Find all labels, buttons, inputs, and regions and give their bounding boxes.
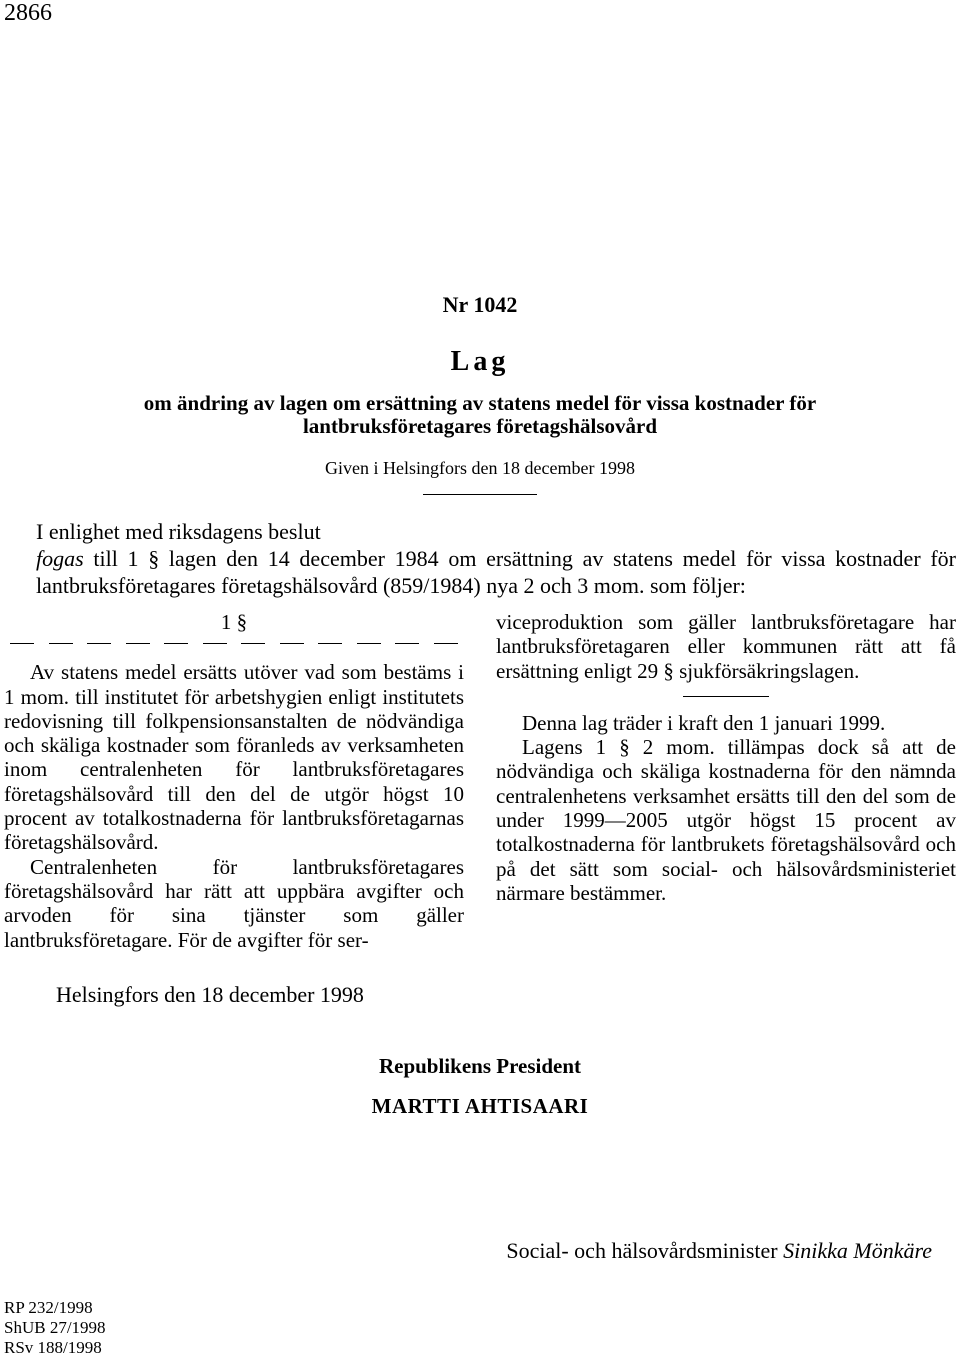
given-date: Given i Helsingfors den 18 december 1998	[325, 458, 635, 478]
minister-title: Social- och hälsovårdsminister	[506, 1238, 784, 1263]
reference-item: ShUB 27/1998	[4, 1318, 106, 1337]
president-name: MARTTI AHTISAARI	[371, 1094, 589, 1118]
transitional-provision: Lagens 1 § 2 mom. tillämpas dock så att de nödvändiga och skäliga kostnaderna för den nämnda centralenhetens verksamhet ersätts till den del som de under 1999—2005 utgör högst 15 procent av totalkostnaderna för lantbrukets företagshälsovård och på det sätt som social- och hälsovårdsministeriet närmare bestämmer.	[496, 735, 956, 905]
reference-item: RP 232/1998	[4, 1298, 93, 1317]
omission-dashes	[4, 634, 464, 650]
preamble-line-1: I enlighet med riksdagens beslut	[36, 519, 321, 544]
preamble-fogas: fogas	[36, 546, 84, 571]
references	[4, 1298, 106, 1358]
page-number: 2866	[4, 0, 52, 26]
signing-place-date: Helsingfors den 18 december 1998	[56, 982, 364, 1007]
statute-number: Nr 1042	[442, 292, 518, 317]
section-paragraph-1: Av statens medel ersätts utöver vad som bestäms i 1 mom. till institutet för arbetshygien enligt institutets redovisning till folkpensionsanstalten de nödvändiga och skäliga kostnader som föranleds av verksamheten inom centralenheten för lantbruksföretagares företagshälsovård till den del de utgör högst 10 procent av totalkostnaderna för lantbruksföretagarnas företagshälsovård.	[4, 660, 464, 855]
section-divider	[683, 696, 769, 697]
section-paragraph-continued: viceproduktion som gäller lantbruksföretagare har lantbruksföretagaren eller kommunen rätt att få ersättning enligt 29 § sjukförsäkringslagen.	[496, 610, 956, 683]
left-column	[4, 610, 464, 952]
preamble	[4, 518, 956, 599]
header-divider	[423, 494, 537, 495]
minister-signature	[506, 1238, 932, 1264]
preamble-text: till 1 § lagen den 14 december 1984 om ersättning av statens medel för vissa kostnader för lantbruksföretagares företagshälsovård (859/1984) nya 2 och 3 mom. som följer:	[36, 546, 956, 598]
law-title	[40, 392, 920, 438]
section-heading: 1 §	[220, 610, 248, 634]
minister-name: Sinikka Mönkäre	[783, 1238, 932, 1263]
document-type-heading: Lag	[450, 346, 510, 377]
entry-into-force: Denna lag träder i kraft den 1 januari 1999.	[522, 710, 886, 735]
section-paragraph-2: Centralenheten för lantbruksföretagares företagshälsovård har rätt att uppbära avgifter och arvoden för sina tjänster som gäller lantbruksföretagare. För de avgifter för ser-	[4, 854, 464, 952]
right-column	[496, 610, 956, 905]
preamble-body	[4, 545, 956, 599]
president-title: Republikens President	[378, 1054, 582, 1078]
law-title-line-2: lantbruksföretagares företagshälsovård	[302, 414, 658, 438]
law-title-line-1: om ändring av lagen om ersättning av statens medel för vissa kostnader för	[143, 391, 817, 415]
reference-item: RSv 188/1998	[4, 1338, 102, 1357]
